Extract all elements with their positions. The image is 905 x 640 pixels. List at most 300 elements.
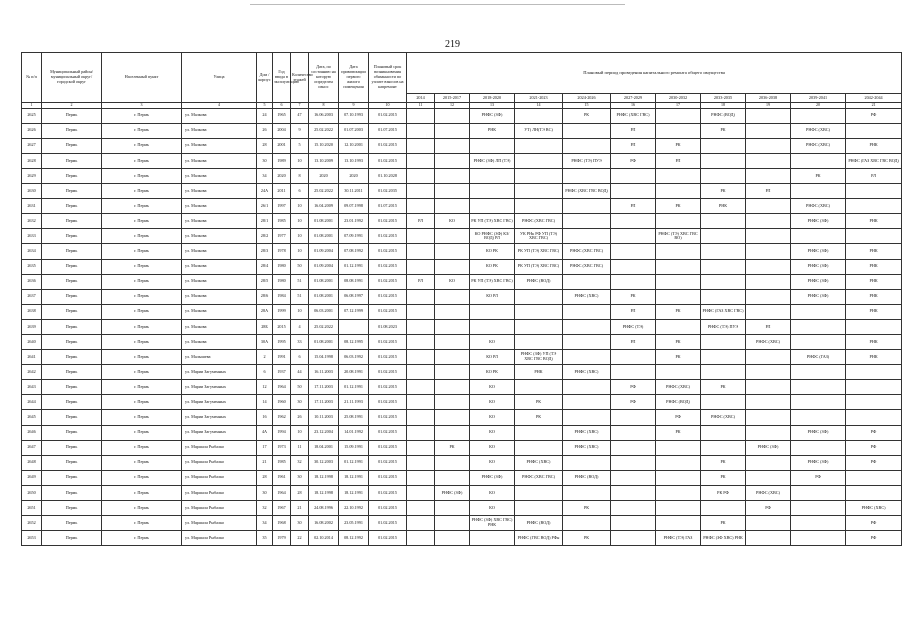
cell-period-work: КО РК	[470, 259, 515, 274]
cell-year: 1960	[273, 395, 291, 410]
cell-date-state: 30.12.2003	[309, 455, 339, 470]
cell-plan-date: 01.02.2015	[369, 395, 407, 410]
cell-street: ул. Малкова	[182, 214, 257, 229]
cell-period-work	[746, 168, 791, 183]
header-column-number: 17	[656, 103, 701, 109]
cell-floors: 28	[291, 485, 309, 500]
header-period: 2015-2017	[435, 94, 470, 103]
cell-date-priv: 01.12.1991	[339, 259, 369, 274]
cell-row-number: 2630	[22, 184, 42, 199]
cell-period-work: РЛ	[846, 168, 902, 183]
table-row	[22, 108, 902, 123]
cell-period-work	[846, 319, 902, 334]
cell-period-work	[791, 531, 846, 546]
cell-period-work	[470, 531, 515, 546]
cell-period-work: РК	[515, 395, 563, 410]
cell-floors: 22	[291, 531, 309, 546]
header-period: 2021-2023	[515, 94, 563, 103]
cell-period-work: РНФС (ЗФ)	[435, 485, 470, 500]
cell-date-state: 24.08.1996	[309, 501, 339, 516]
cell-period-work: УТ) ЛН(ТЭ ВС)	[515, 123, 563, 138]
cell-settlement: г. Пермь	[102, 455, 182, 470]
cell-year: 2020	[273, 168, 291, 183]
header-column-number: 20	[791, 103, 846, 109]
cell-period-work	[611, 501, 656, 516]
cell-period-work: РФ	[846, 531, 902, 546]
cell-period-work	[746, 365, 791, 380]
cell-date-priv: 07.09.1991	[339, 229, 369, 244]
cell-period-work	[656, 319, 701, 334]
cell-row-number: 2650	[22, 485, 42, 500]
cell-period-work	[435, 455, 470, 470]
cell-period-work	[611, 168, 656, 183]
cell-period-work	[656, 184, 701, 199]
cell-plan-date: 01.02.2015	[369, 470, 407, 485]
cell-date-state: 16.04.2009	[309, 199, 339, 214]
cell-period-work	[563, 485, 611, 500]
cell-period-work: КО	[435, 214, 470, 229]
cell-row-number: 2627	[22, 138, 42, 153]
cell-period-work	[791, 395, 846, 410]
cell-period-work	[435, 184, 470, 199]
cell-period-work	[611, 531, 656, 546]
cell-period-work: РНФС (ХВС)	[563, 425, 611, 440]
cell-settlement: г. Пермь	[102, 214, 182, 229]
cell-period-work: РК	[656, 425, 701, 440]
table-row	[22, 335, 902, 350]
cell-house: 4А	[257, 425, 273, 440]
table-row	[22, 531, 902, 546]
cell-floors: 47	[291, 108, 309, 123]
cell-period-work: РНФС (ЗФ ХВС) РНК	[701, 531, 746, 546]
cell-date-priv: 15.09.1991	[339, 440, 369, 455]
cell-period-work	[701, 168, 746, 183]
cell-period-work	[791, 184, 846, 199]
cell-year: 1965	[273, 108, 291, 123]
table-row	[22, 229, 902, 244]
cell-period-work: РНФС (ГАЗ ХВС ГВС ВОД)	[846, 153, 902, 168]
cell-plan-date: 01.02.2015	[369, 380, 407, 395]
cell-row-number: 2652	[22, 516, 42, 531]
cell-house: 28/4	[257, 259, 273, 274]
cell-year: 1980	[273, 274, 291, 289]
cell-date-state: 18.04.2001	[309, 440, 339, 455]
cell-street: ул. Малкова	[182, 138, 257, 153]
cell-period-work	[701, 214, 746, 229]
cell-period-work	[791, 485, 846, 500]
cell-period-work	[407, 123, 435, 138]
table-row	[22, 123, 902, 138]
cell-row-number: 2637	[22, 289, 42, 304]
cell-plan-date: 01.02.2015	[369, 425, 407, 440]
cell-row-number: 2638	[22, 304, 42, 319]
cell-period-work	[746, 108, 791, 123]
cell-period-work	[746, 214, 791, 229]
cell-date-state: 01.09.2004	[309, 244, 339, 259]
cell-period-work	[407, 455, 435, 470]
cell-row-number: 2645	[22, 410, 42, 425]
cell-house: 34	[257, 516, 273, 531]
cell-period-work: РНФС (ВОД)	[515, 274, 563, 289]
cell-period-work	[563, 229, 611, 244]
cell-period-work	[611, 425, 656, 440]
cell-period-work: РНФС (ЗФ)	[791, 289, 846, 304]
cell-period-work	[656, 214, 701, 229]
cell-period-work	[515, 184, 563, 199]
cell-period-work	[470, 304, 515, 319]
cell-period-work	[563, 214, 611, 229]
cell-period-work: РНФС (ЗФ)	[791, 214, 846, 229]
cell-period-work	[611, 365, 656, 380]
cell-period-work	[746, 470, 791, 485]
cell-period-work	[563, 410, 611, 425]
cell-period-work: РЛ	[611, 304, 656, 319]
cell-district: Пермь	[42, 108, 102, 123]
header-column-number: 21	[846, 103, 902, 109]
cell-street: ул. Малкова	[182, 229, 257, 244]
cell-period-work	[407, 304, 435, 319]
cell-district: Пермь	[42, 184, 102, 199]
header-column-number: 6	[273, 103, 291, 109]
cell-period-work	[515, 289, 563, 304]
cell-period-work	[791, 108, 846, 123]
cell-date-priv: 06.08.1997	[339, 289, 369, 304]
cell-period-work: РЛ	[611, 335, 656, 350]
cell-period-work	[435, 168, 470, 183]
cell-period-work	[791, 410, 846, 425]
cell-period-work	[656, 365, 701, 380]
cell-period-work	[407, 380, 435, 395]
cell-row-number: 2633	[22, 229, 42, 244]
cell-floors: 10	[291, 304, 309, 319]
cell-floors: 30	[291, 516, 309, 531]
cell-period-work	[515, 501, 563, 516]
cell-row-number: 2626	[22, 123, 42, 138]
cell-street: ул. Малкова	[182, 259, 257, 274]
cell-period-work: КО	[470, 425, 515, 440]
cell-street: ул. Малкова	[182, 199, 257, 214]
cell-date-priv: 06.03.1992	[339, 350, 369, 365]
cell-period-work: РФ	[791, 470, 846, 485]
cell-settlement: г. Пермь	[102, 123, 182, 138]
cell-period-work	[407, 244, 435, 259]
cell-date-priv: 22.10.1992	[339, 501, 369, 516]
cell-period-work	[611, 229, 656, 244]
cell-period-work: РНФС (ХВС)	[791, 123, 846, 138]
cell-period-work	[563, 455, 611, 470]
cell-floors: 5	[291, 138, 309, 153]
header-period: 2030-2032	[656, 94, 701, 103]
cell-year: 1984	[273, 289, 291, 304]
cell-floors: 26	[291, 410, 309, 425]
cell-house: 12	[257, 380, 273, 395]
cell-floors: 50	[291, 259, 309, 274]
cell-period-work	[435, 244, 470, 259]
cell-period-work: РК	[515, 410, 563, 425]
cell-plan-date: 01.02.2015	[369, 259, 407, 274]
cell-date-state: 16.11.2003	[309, 365, 339, 380]
cell-period-work	[435, 501, 470, 516]
cell-period-work	[407, 199, 435, 214]
header-column-number: 18	[701, 103, 746, 109]
cell-settlement: г. Пермь	[102, 470, 182, 485]
cell-settlement: г. Пермь	[102, 138, 182, 153]
cell-period-work: РНФС (ЗФ)	[470, 470, 515, 485]
cell-year: 1995	[273, 335, 291, 350]
cell-date-priv: 23.01.1992	[339, 214, 369, 229]
cell-period-work: РНФС (ХВС)	[563, 289, 611, 304]
cell-period-work: РНФС (ВОД)	[515, 516, 563, 531]
cell-date-priv: 08.12.1992	[339, 531, 369, 546]
cell-period-work	[435, 470, 470, 485]
cell-period-work	[746, 123, 791, 138]
cell-period-work: РК	[656, 335, 701, 350]
cell-year: 1997	[273, 199, 291, 214]
cell-house: 32	[257, 501, 273, 516]
cell-date-priv: 12.10.2001	[339, 138, 369, 153]
cell-house: 28/3	[257, 244, 273, 259]
cell-date-state: 25.02.2022	[309, 319, 339, 334]
cell-period-work	[407, 350, 435, 365]
cell-house: 24А	[257, 184, 273, 199]
cell-year: 1991	[273, 350, 291, 365]
cell-period-work	[656, 289, 701, 304]
cell-period-work	[515, 319, 563, 334]
cell-period-work	[435, 531, 470, 546]
cell-period-work	[656, 440, 701, 455]
cell-street: ул. Малкова	[182, 335, 257, 350]
cell-settlement: г. Пермь	[102, 501, 182, 516]
cell-period-work	[563, 516, 611, 531]
cell-period-work	[611, 274, 656, 289]
cell-district: Пермь	[42, 138, 102, 153]
cell-period-work	[435, 410, 470, 425]
cell-street: ул. Марии Загуменных	[182, 380, 257, 395]
cell-row-number: 2643	[22, 380, 42, 395]
cell-period-work: РНК	[846, 244, 902, 259]
cell-settlement: г. Пермь	[102, 516, 182, 531]
cell-district: Пермь	[42, 531, 102, 546]
table-row	[22, 440, 902, 455]
cell-period-work: РК	[701, 184, 746, 199]
cell-house: 28	[257, 470, 273, 485]
cell-row-number: 2634	[22, 244, 42, 259]
cell-period-work	[746, 395, 791, 410]
cell-period-work: РНФС (ТЭ) ПУЭ	[701, 319, 746, 334]
cell-settlement: г. Пермь	[102, 199, 182, 214]
cell-period-work	[470, 184, 515, 199]
cell-settlement: г. Пермь	[102, 380, 182, 395]
cell-period-work	[407, 516, 435, 531]
cell-street: ул. Маршала Рыбалко	[182, 531, 257, 546]
cell-period-work: РЛ	[746, 319, 791, 334]
cell-plan-date: 01.07.2015	[369, 123, 407, 138]
cell-plan-date: 01.02.2015	[369, 244, 407, 259]
cell-period-work	[470, 138, 515, 153]
cell-period-work	[435, 138, 470, 153]
cell-period-work: РФ	[611, 380, 656, 395]
cell-street: ул. Маршала Рыбалко	[182, 455, 257, 470]
cell-period-work: КО РЛ	[470, 289, 515, 304]
table-row	[22, 274, 902, 289]
table-row	[22, 259, 902, 274]
cell-floors: 33	[291, 335, 309, 350]
cell-district: Пермь	[42, 485, 102, 500]
cell-district: Пермь	[42, 214, 102, 229]
header-column-number: 9	[339, 103, 369, 109]
header-column-number: 1	[22, 103, 42, 109]
cell-period-work	[611, 485, 656, 500]
cell-year: 1978	[273, 244, 291, 259]
cell-year: 1962	[273, 410, 291, 425]
cell-period-work: РНФС (ЗФ)	[470, 108, 515, 123]
cell-year: 1989	[273, 153, 291, 168]
cell-year: 1964	[273, 485, 291, 500]
cell-row-number: 2647	[22, 440, 42, 455]
cell-house: 30	[257, 153, 273, 168]
cell-period-work	[746, 516, 791, 531]
cell-date-priv: 07.12.1999	[339, 304, 369, 319]
cell-period-work	[515, 153, 563, 168]
cell-district: Пермь	[42, 199, 102, 214]
cell-period-work	[701, 229, 746, 244]
cell-period-work	[407, 470, 435, 485]
header-period: 2018-2020	[470, 94, 515, 103]
cell-floors: 10	[291, 214, 309, 229]
cell-period-work: РНК	[515, 365, 563, 380]
cell-period-work	[563, 168, 611, 183]
cell-street: ул. Малкова	[182, 304, 257, 319]
cell-floors: 9	[291, 123, 309, 138]
cell-period-work: РНФС (ХВС)	[656, 380, 701, 395]
cell-street: ул. Малкова	[182, 123, 257, 138]
cell-district: Пермь	[42, 501, 102, 516]
cell-row-number: 2625	[22, 108, 42, 123]
cell-date-state: 25.02.2022	[309, 123, 339, 138]
header-period-group: Плановый период проведения капитального ремонта общего имущества	[407, 53, 902, 94]
cell-period-work	[791, 365, 846, 380]
cell-date-state: 01.08.2001	[309, 274, 339, 289]
cell-period-work	[470, 199, 515, 214]
header-period: 2033-2035	[701, 94, 746, 103]
cell-plan-date: 01.02.2035	[369, 184, 407, 199]
cell-district: Пермь	[42, 410, 102, 425]
cell-period-work: РФ	[611, 153, 656, 168]
cell-district: Пермь	[42, 350, 102, 365]
cell-year: 1985	[273, 455, 291, 470]
cell-period-work	[656, 244, 701, 259]
cell-period-work: РНФС (ГВС ВОД) РФн	[515, 531, 563, 546]
cell-period-work	[407, 138, 435, 153]
cell-period-work: РНК	[846, 138, 902, 153]
cell-date-state: 18.12.1998	[309, 470, 339, 485]
table-row	[22, 153, 902, 168]
cell-settlement: г. Пермь	[102, 410, 182, 425]
cell-period-work	[407, 440, 435, 455]
cell-period-work	[407, 229, 435, 244]
cell-period-work: РК	[791, 168, 846, 183]
cell-period-work	[791, 335, 846, 350]
table-row	[22, 199, 902, 214]
cell-year: 1999	[273, 304, 291, 319]
cell-row-number: 2646	[22, 425, 42, 440]
cell-period-work	[435, 335, 470, 350]
cell-period-work: КО	[470, 380, 515, 395]
cell-settlement: г. Пермь	[102, 425, 182, 440]
cell-plan-date: 01.02.2015	[369, 335, 407, 350]
cell-plan-date: 01.02.2015	[369, 350, 407, 365]
cell-district: Пермь	[42, 168, 102, 183]
cell-period-work	[563, 304, 611, 319]
cell-date-priv: 01.12.1991	[339, 380, 369, 395]
cell-period-work	[435, 365, 470, 380]
cell-district: Пермь	[42, 304, 102, 319]
cell-date-priv: 01.07.2003	[339, 123, 369, 138]
cell-period-work	[435, 319, 470, 334]
cell-settlement: г. Пермь	[102, 274, 182, 289]
cell-period-work	[701, 138, 746, 153]
cell-period-work: РНФС (ХВС ГВС)	[515, 214, 563, 229]
cell-period-work: РНФС (ЗФ)	[746, 440, 791, 455]
cell-period-work: РФ	[611, 395, 656, 410]
cell-period-work	[701, 425, 746, 440]
cell-plan-date: 01.02.2015	[369, 304, 407, 319]
header-column-number: 15	[563, 103, 611, 109]
table-row	[22, 425, 902, 440]
cell-period-work	[656, 274, 701, 289]
cell-period-work: РЛ	[407, 214, 435, 229]
cell-street: ул. Малкова	[182, 108, 257, 123]
header-column-number: 4	[182, 103, 257, 109]
cell-period-work: РНФС (ХВС)	[746, 485, 791, 500]
cell-period-work	[435, 199, 470, 214]
cell-date-priv: 08.08.1991	[339, 274, 369, 289]
cell-period-work: РК	[656, 350, 701, 365]
header-column-number: 13	[470, 103, 515, 109]
cell-period-work	[746, 199, 791, 214]
cell-settlement: г. Пермь	[102, 395, 182, 410]
cell-street: ул. Маршала Рыбалко	[182, 470, 257, 485]
cell-period-work	[656, 455, 701, 470]
cell-period-work: РК УП (ТЭ) ХВС ГВС)	[515, 259, 563, 274]
cell-period-work	[611, 259, 656, 274]
table-row	[22, 289, 902, 304]
cell-period-work	[611, 470, 656, 485]
cell-period-work	[515, 108, 563, 123]
cell-date-state: 10.11.2003	[309, 410, 339, 425]
cell-period-work	[407, 168, 435, 183]
cell-period-work: РНФС (ХВС)	[791, 199, 846, 214]
cell-period-work	[656, 168, 701, 183]
header-column-number: 16	[611, 103, 656, 109]
cell-period-work	[746, 244, 791, 259]
cell-period-work	[435, 123, 470, 138]
cell-period-work: КО РНФС (ЗФ) КЗ/ВОД) РЛ	[470, 229, 515, 244]
cell-period-work: РК	[701, 516, 746, 531]
cell-house: 6	[257, 365, 273, 380]
cell-row-number: 2649	[22, 470, 42, 485]
cell-year: 1967	[273, 501, 291, 516]
cell-period-work: КО	[470, 485, 515, 500]
cell-period-work: КО РЛ	[470, 350, 515, 365]
cell-date-state: 01.09.2004	[309, 259, 339, 274]
table-row	[22, 365, 902, 380]
cell-district: Пермь	[42, 470, 102, 485]
cell-floors: 51	[291, 274, 309, 289]
cell-year: 2011	[273, 184, 291, 199]
cell-period-work	[611, 214, 656, 229]
cell-period-work: РНК	[846, 214, 902, 229]
